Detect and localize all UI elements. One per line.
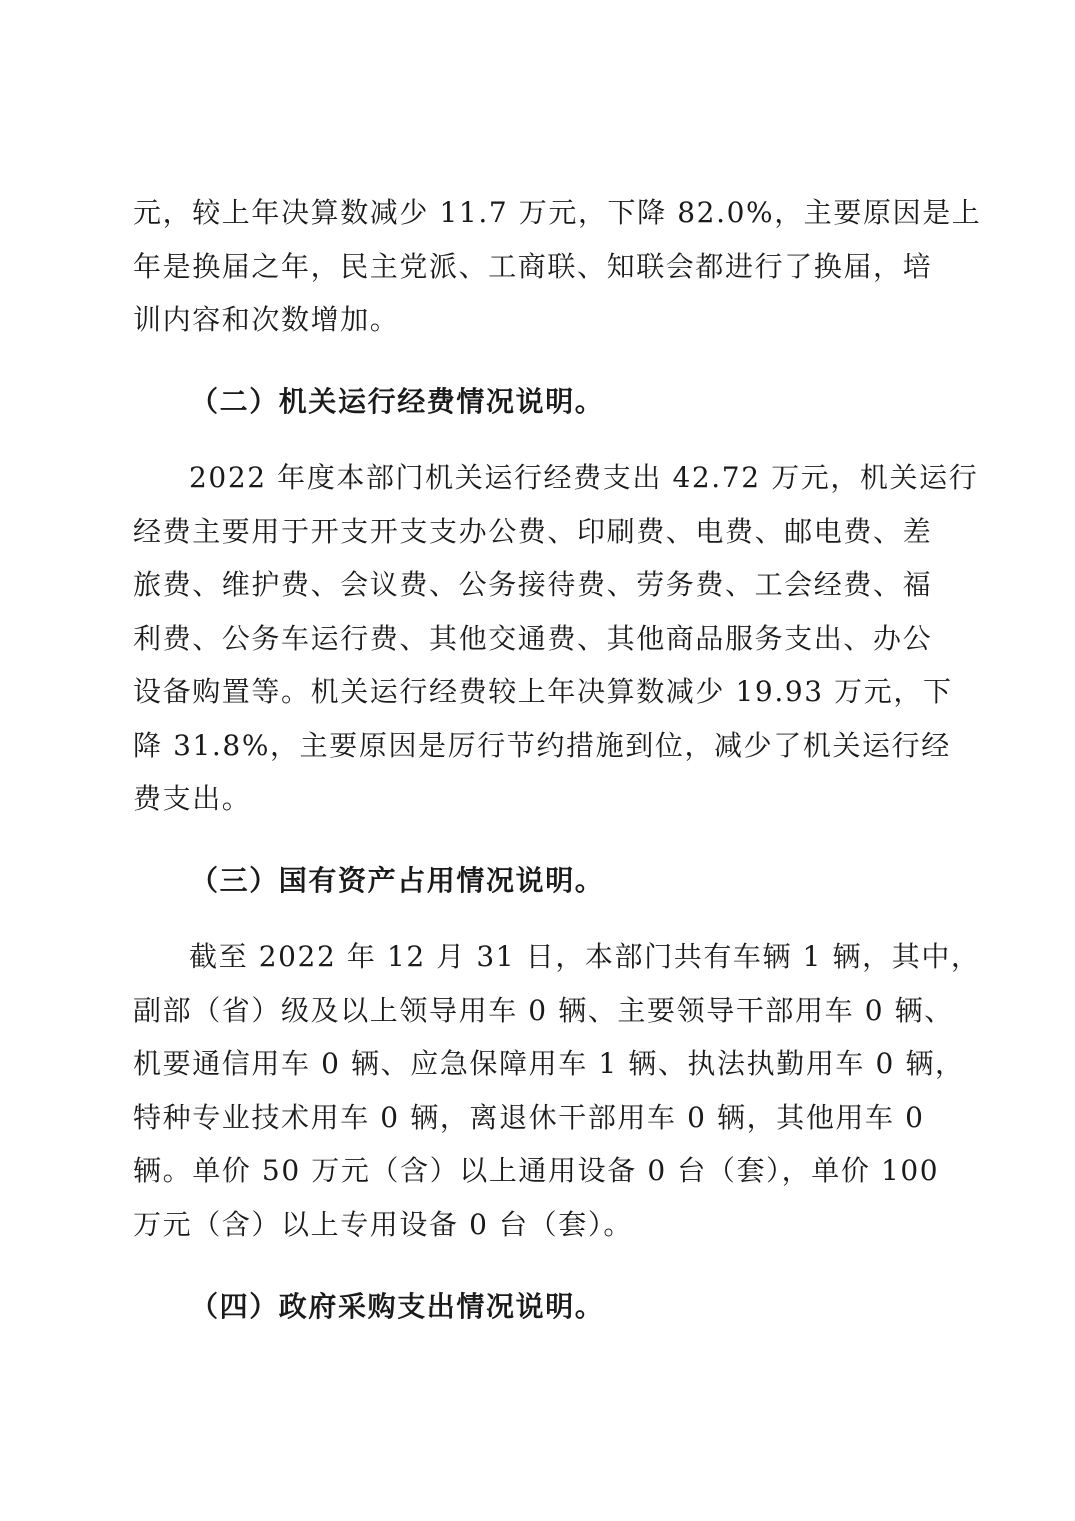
text-line: 机要通信用车 0 辆、应急保障用车 1 辆、执法执勤用车 0 辆， — [133, 1047, 965, 1080]
text-line: 2022 年度本部门机关运行经费支出 42.72 万元，机关运行 — [189, 461, 979, 494]
section-heading-government-procurement: （四）政府采购支出情况说明。 — [190, 1290, 605, 1323]
section-heading-operating-expenses: （二）机关运行经费情况说明。 — [190, 385, 605, 418]
text-line: 辆。单价 50 万元（含）以上通用设备 0 台（套），单价 100 — [133, 1154, 940, 1187]
section-heading-state-assets: （三）国有资产占用情况说明。 — [190, 864, 605, 897]
text-line: 副部（省）级及以上领导用车 0 辆、主要领导干部用车 0 辆、 — [133, 993, 954, 1027]
paragraph-training-expenses — [133, 186, 982, 347]
text-line: 截至 2022 年 12 月 31 日，本部门共有车辆 1 辆，其中， — [189, 940, 981, 973]
text-line: 利费、公务车运行费、其他交通费、其他商品服务支出、办公 — [133, 621, 933, 655]
paragraph-state-assets — [133, 930, 981, 1251]
text-line: 设备购置等。机关运行经费较上年决算数减少 19.93 万元，下 — [133, 675, 953, 708]
text-line: 万元（含）以上专用设备 0 台（套）。 — [133, 1207, 634, 1241]
text-line: 经费主要用于开支开支支办公费、印刷费、电费、邮电费、差 — [133, 514, 933, 548]
text-line: 年是换届之年，民主党派、工商联、知联会都进行了换届，培 — [133, 249, 933, 283]
text-line: 费支出。 — [133, 782, 252, 815]
text-line: 旅费、维护费、会议费、公务接待费、劳务费、工会经费、福 — [133, 568, 933, 601]
paragraph-operating-expenses — [133, 451, 979, 826]
text-line: 特种专业技术用车 0 辆，离退休干部用车 0 辆，其他用车 0 — [133, 1100, 925, 1134]
text-line: 降 31.8%，主要原因是厉行节约措施到位，减少了机关运行经 — [133, 728, 951, 762]
text-line: 训内容和次数增加。 — [133, 303, 400, 336]
text-line: 元，较上年决算数减少 11.7 万元，下降 82.0%，主要原因是上 — [133, 196, 982, 229]
